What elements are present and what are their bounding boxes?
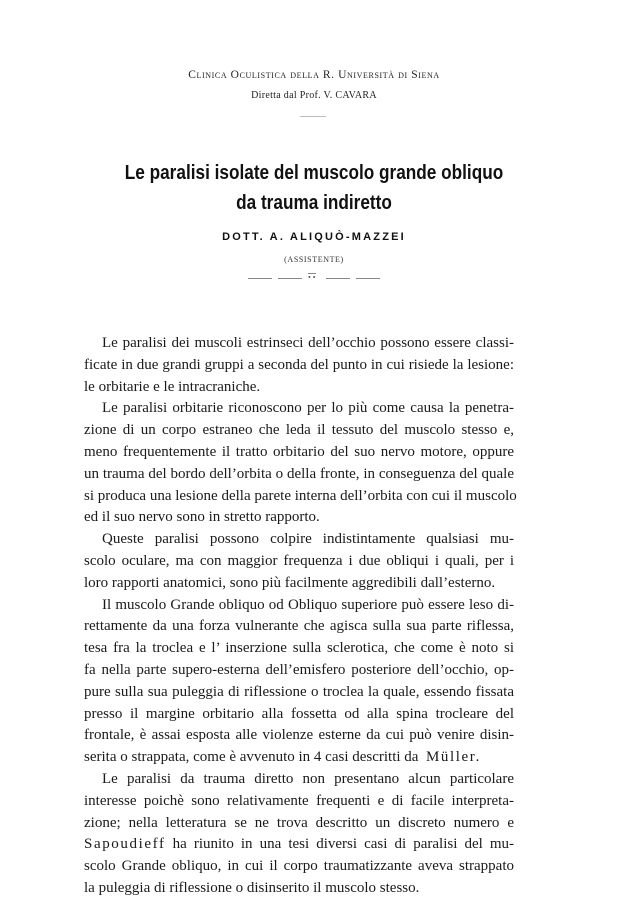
text-line: le orbitarie e le intracraniche.	[84, 378, 261, 395]
text-line: scolo oculare, ma con maggior frequenza i due obliqui i quali, per i	[84, 552, 514, 569]
ornament-dots-icon: • •	[308, 273, 316, 282]
text-line: scolo Grande obliquo, in cui il corpo traumatizzante aveva strappato	[84, 858, 514, 875]
text-line: Le paralisi orbitarie riconoscono per lo più come causa la penetra-	[102, 400, 514, 417]
text-line	[84, 747, 514, 769]
text-line: Queste paralisi possono colpire indistintamente qualsiasi mu-	[102, 531, 514, 548]
text-line	[84, 834, 514, 856]
text-line: ficate in due grandi gruppi a seconda del punto in cui risiede la lesione:	[84, 356, 514, 373]
text-line: zione di un corpo estraneo che leda il tessuto del muscolo stesso e,	[84, 422, 514, 439]
article-body	[84, 333, 517, 900]
text-line: presso il margine orbitario alla fossetta od alla spina trocleare del	[84, 705, 514, 722]
author-role: (ASSISTENTE)	[284, 255, 344, 264]
text-line: ed il suo nervo sono in stretto rapporto.	[84, 509, 320, 526]
header-divider	[300, 116, 326, 117]
cited-author-muller: Müller.	[425, 749, 481, 766]
text-line: frontale, è assai esposta alle violenze esterne da cui può venire disin-	[84, 727, 514, 744]
text-line: pure sulla sua puleggia di riflessione o troclea la quale, essendo fissata	[84, 683, 514, 700]
clinic-header: Clinica Oculistica della R. Università di Siena	[188, 69, 440, 81]
director-line: Diretta dal Prof. V. CAVARA	[251, 90, 377, 101]
text-line: meno frequentemente il tratto orbitario del suo nervo motore, oppure	[84, 443, 514, 460]
article-title	[44, 158, 584, 218]
text-fragment: ha riunito in una tesi diversi casi di paralisi del mu-	[172, 836, 514, 853]
text-line: rettamente da una forza vulnerante che agisca sulla sua parte riflessa,	[84, 618, 514, 635]
title-line-2: da trauma indiretto	[236, 192, 392, 214]
title-line-1: Le paralisi isolate del muscolo grande obliquo	[124, 162, 504, 184]
author-name: DOTT. A. ALIQUÒ-MAZZEI	[222, 231, 406, 243]
text-line: un trauma del bordo dell’orbita o della fronte, in conseguenza del quale	[84, 465, 514, 482]
text-line: zione; nella letteratura se ne trova descritto un discreto numero e	[84, 814, 514, 831]
text-fragment: serita o strappata, come è avvenuto in 4 casi descritti da	[84, 749, 419, 766]
text-line: Le paralisi dei muscoli estrinseci dell’occhio possono essere classi-	[102, 335, 514, 351]
ornament-divider	[248, 273, 380, 282]
text-line: fa nella parte supero-esterna dell’emisfero posteriore dell’occhio, op-	[84, 661, 514, 678]
cited-author-sapoudieff: Sapoudieff	[84, 836, 166, 853]
text-line: interesse poichè sono relativamente frequenti e di facile interpreta-	[84, 792, 514, 809]
text-line: si produca una lesione della parete interna dell’orbita con cui il muscolo	[84, 487, 517, 504]
text-line: Le paralisi da trauma diretto non presentano alcun particolare	[102, 770, 514, 787]
text-line: Il muscolo Grande obliquo od Obliquo superiore può essere leso di-	[102, 596, 514, 613]
text-line: la puleggia di riflessione o disinserito il muscolo stesso.	[84, 879, 420, 896]
text-line: loro rapporti anatomici, sono più facilmente aggredibili dall’esterno.	[84, 574, 496, 591]
text-line: tesa fra la troclea e l’ inserzione sulla sclerotica, che come è noto si	[84, 640, 514, 657]
